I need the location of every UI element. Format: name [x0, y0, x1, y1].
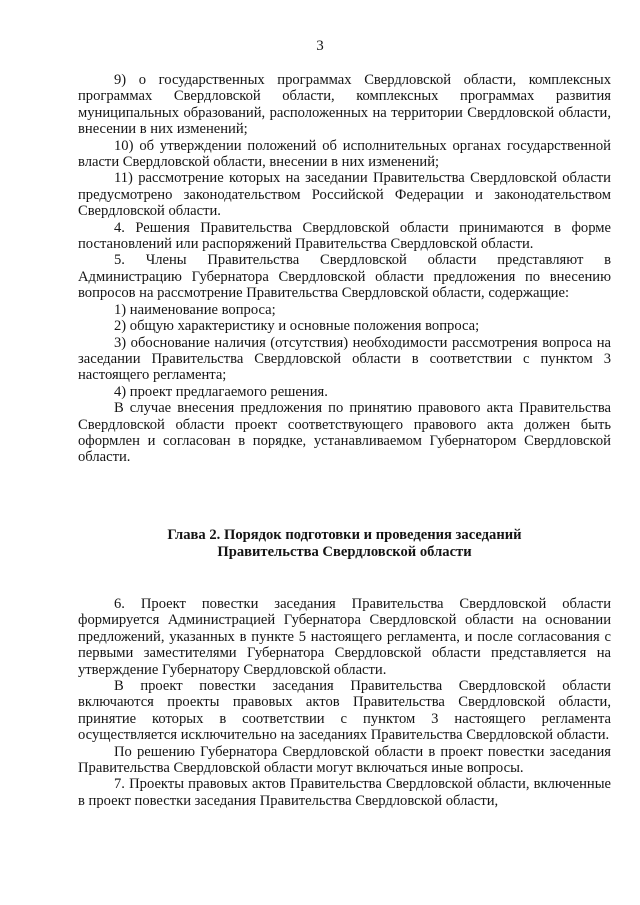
paragraph-clause-7: 7. Проекты правовых актов Правительства Свердловской области, включенные в проект повестки заседания Правительства Свердловской области,: [78, 776, 611, 809]
paragraph-item-10: 10) об утверждении положений об исполнительных органах государственной власти Свердловской области, внесении в них изменений;: [78, 137, 611, 171]
paragraph-clause-5: 5. Члены Правительства Свердловской области представляют в Администрацию Губернатора Свердловской области предложения по внесению вопросов на рассмотрение Правительства Свердловской области, содержащие:: [78, 252, 611, 302]
paragraph-item-9: 9) о государственных программах Свердловской области, комплексных программах Свердловской области, комплексных программах развития муниципальных образований, расположенных на территории Свердловской области, внесении в них изменений;: [78, 72, 611, 138]
chapter-heading-line-2: Правительства Свердловской области: [217, 543, 472, 560]
chapter-heading-line-1: Глава 2. Порядок подготовки и проведения заседаний: [167, 527, 522, 543]
paragraph-subitem-2: 2) общую характеристику и основные положения вопроса;: [114, 318, 480, 335]
paragraph-subitem-1: 1) наименование вопроса;: [114, 301, 276, 318]
paragraph-governor-decision: По решению Губернатора Свердловской области в проект повестки заседания Правительства Свердловской области могут включаться иные вопросы.: [78, 743, 611, 777]
paragraph-clause-4: 4. Решения Правительства Свердловской области принимаются в форме постановлений или распоряжений Правительства Свердловской области.: [78, 219, 611, 253]
top-text-block: [78, 72, 611, 466]
paragraph-clause-6: 6. Проект повестки заседания Правительства Свердловской области формируется Администрацией Губернатора Свердловской области на основании предложений, указанных в пункте 5 настоящего регламента, и после согласования с первыми заместителями Губернатора Свердловской области представляется на утверждение Губернатору Свердловской области.: [78, 596, 611, 678]
paragraph-item-11: 11) рассмотрение которых на заседании Правительства Свердловской области предусмотрено законодательством Российской Федерации и законодательством Свердловской области.: [78, 170, 611, 220]
paragraph-subitem-3: 3) обоснование наличия (отсутствия) необходимости рассмотрения вопроса на заседании Правительства Свердловской области в соответствии с пунктом 3 настоящего регламента;: [78, 334, 611, 384]
chapter-heading: [78, 527, 611, 560]
paragraph-legal-act-note: В случае внесения предложения по принятию правового акта Правительства Свердловской области проект соответствующего правового акта должен быть оформлен и согласован в порядке, устанавливаемом Губернатором Свердловской области.: [78, 400, 611, 466]
bottom-text-block: [78, 596, 611, 809]
paragraph-subitem-4: 4) проект предлагаемого решения.: [114, 383, 328, 400]
page-number: 3: [316, 38, 324, 54]
paragraph-agenda-inclusion: В проект повестки заседания Правительства Свердловской области включаются проекты правовых актов Правительства Свердловской области, принятие которых в соответствии с пунктом 3 настоящего регламента осуществляется исключительно на заседаниях Правительства Свердловской области.: [78, 678, 611, 744]
